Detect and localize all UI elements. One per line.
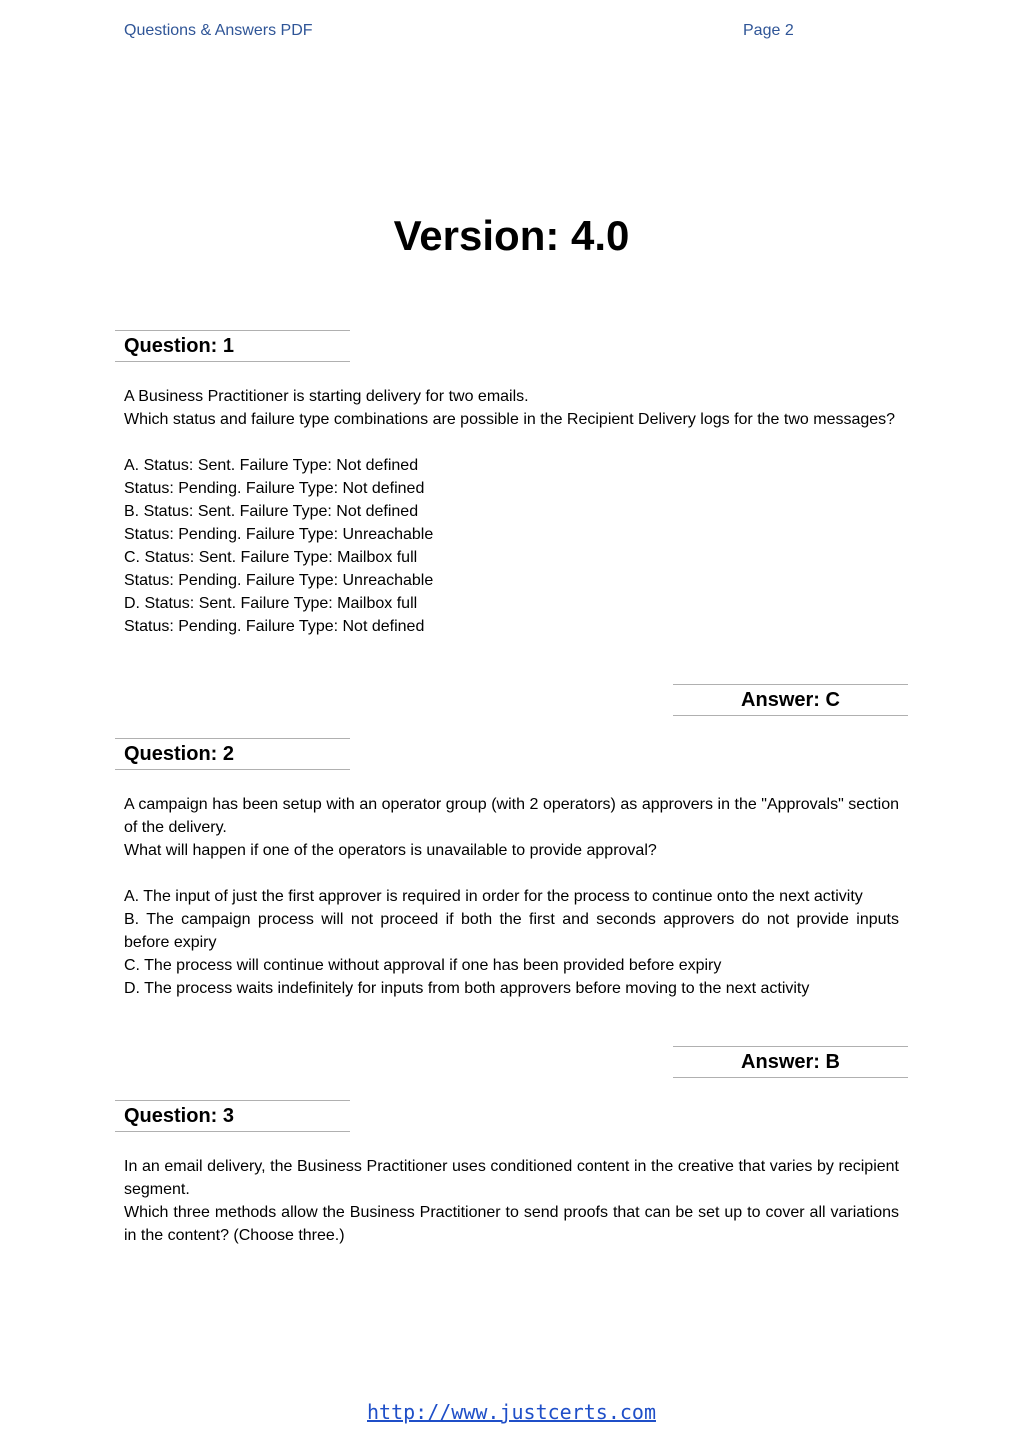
question-3-heading: Question: 3 bbox=[115, 1100, 350, 1132]
question-3-stem-line: In an email delivery, the Business Practitioner uses conditioned content in the creative that varies by recipient segment. bbox=[124, 1158, 899, 1198]
question-1-body bbox=[124, 385, 899, 638]
question-1-stem-line: A Business Practitioner is starting delivery for two emails. bbox=[124, 388, 529, 405]
question-2-option: B. The campaign process will not proceed if both the first and seconds approvers do not provide inputs before expiry bbox=[124, 911, 899, 951]
question-1-option: A. Status: Sent. Failure Type: Not defined bbox=[124, 457, 419, 474]
question-2-option: C. The process will continue without approval if one has been provided before expiry bbox=[124, 957, 722, 974]
question-1-option: B. Status: Sent. Failure Type: Not defined bbox=[124, 503, 419, 520]
question-2-option: A. The input of just the first approver is required in order for the process to continue onto the next activity bbox=[124, 888, 863, 905]
header-title: Questions & Answers PDF bbox=[124, 22, 313, 39]
question-1-stem-line: Which status and failure type combinations are possible in the Recipient Delivery logs for the two messages? bbox=[124, 411, 896, 428]
question-2-option: D. The process waits indefinitely for inputs from both approvers before moving to the next activity bbox=[124, 980, 810, 997]
version-title: Version: 4.0 bbox=[393, 212, 630, 259]
question-3-stem-line: Which three methods allow the Business Practitioner to send proofs that can be set up to cover all variations in the content? (Choose three.) bbox=[124, 1204, 899, 1244]
question-2-body bbox=[124, 793, 899, 1000]
question-2-answer: Answer: B bbox=[673, 1046, 908, 1078]
question-1-answer: Answer: C bbox=[673, 684, 908, 716]
page-number: Page 2 bbox=[743, 22, 794, 39]
question-1-option: Status: Pending. Failure Type: Unreachable bbox=[124, 572, 434, 589]
footer-website-link[interactable]: http://www.justcerts.com bbox=[367, 1400, 656, 1424]
question-1-option: C. Status: Sent. Failure Type: Mailbox full bbox=[124, 549, 418, 566]
question-1-option: D. Status: Sent. Failure Type: Mailbox full bbox=[124, 595, 418, 612]
question-2-stem-line: What will happen if one of the operators is unavailable to provide approval? bbox=[124, 842, 657, 859]
question-2-stem-line: A campaign has been setup with an operator group (with 2 operators) as approvers in the "Approvals" section of the delivery. bbox=[124, 796, 899, 836]
question-1-option: Status: Pending. Failure Type: Unreachable bbox=[124, 526, 434, 543]
question-3-body bbox=[124, 1155, 899, 1247]
question-2-heading: Question: 2 bbox=[115, 738, 350, 770]
question-1-option: Status: Pending. Failure Type: Not defined bbox=[124, 480, 425, 497]
question-1-option: Status: Pending. Failure Type: Not defined bbox=[124, 618, 425, 635]
question-1-heading: Question: 1 bbox=[115, 330, 350, 362]
